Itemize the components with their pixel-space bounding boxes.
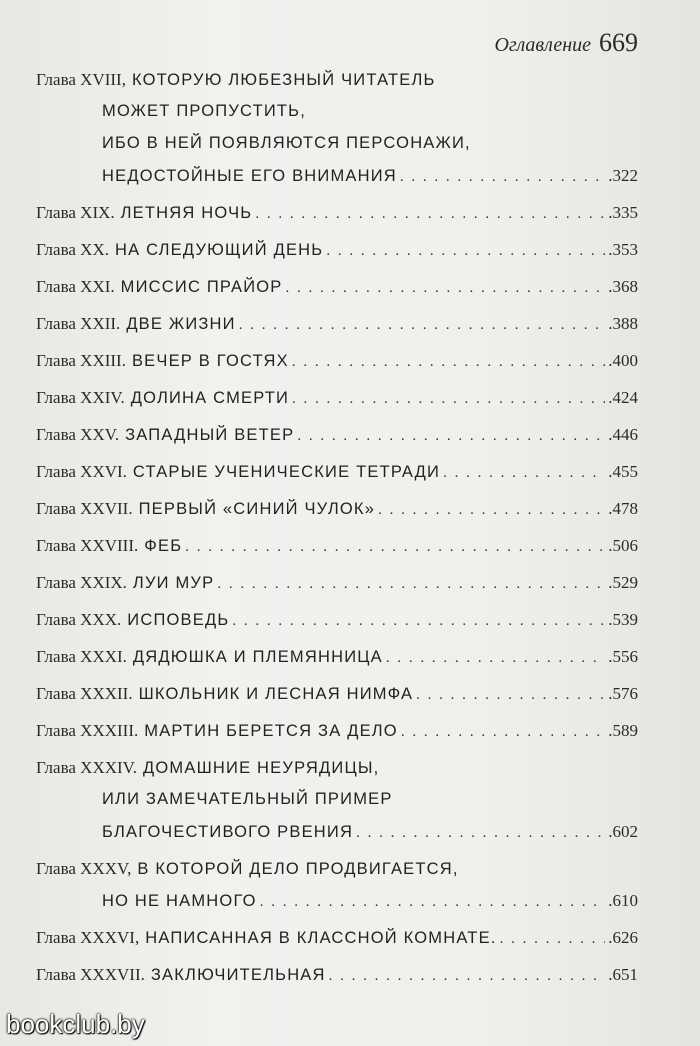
chapter-number: Глава XIX.: [36, 203, 115, 222]
chapter-title: ИЛИ ЗАМЕЧАТЕЛЬНЫЙ ПРИМЕР: [102, 790, 393, 808]
leader-dots: [386, 650, 605, 667]
chapter-page: .424: [608, 388, 638, 407]
toc-line: [36, 610, 638, 642]
toc-line: [36, 462, 638, 494]
toc-entry: [36, 859, 638, 923]
running-head-title: Оглавление: [494, 34, 591, 56]
leader-dots: [500, 931, 606, 948]
toc-line: [36, 351, 638, 383]
chapter-title: ИСПОВЕДЬ: [127, 611, 230, 629]
toc-line: [36, 70, 638, 102]
chapter-title: ФЕБ: [144, 537, 183, 555]
chapter-title: ЗАПАДНЫЙ ВЕТЕР: [125, 426, 295, 444]
chapter-page: .446: [608, 425, 638, 444]
leader-dots: [292, 354, 605, 371]
chapter-number: Глава XXXVI,: [36, 928, 140, 947]
leader-dots: [232, 613, 605, 630]
chapter-number: Глава XXII.: [36, 314, 121, 333]
chapter-title: ЛУИ МУР: [132, 574, 215, 592]
toc-entry: [36, 721, 638, 753]
leader-dots: [255, 206, 605, 223]
chapter-title: ДОМАШНИЕ НЕУРЯДИЦЫ,: [143, 759, 380, 777]
leader-dots: [443, 465, 605, 482]
chapter-title: ВЕЧЕР В ГОСТЯХ: [131, 352, 289, 370]
chapter-page: .576: [608, 684, 638, 703]
chapter-number: Глава XXXIII.: [36, 721, 139, 740]
chapter-page: .610: [608, 891, 638, 910]
watermark-text: bookclub.by: [6, 1009, 145, 1039]
chapter-number: Глава XXXVII.: [36, 965, 145, 984]
toc-line: [36, 277, 638, 309]
chapter-page: .602: [608, 822, 638, 841]
toc-line: [36, 891, 638, 923]
toc-entry: [36, 240, 638, 272]
toc-line: [36, 721, 638, 753]
toc-entry: [36, 203, 638, 235]
chapter-title: ДЯДЮШКА И ПЛЕМЯННИЦА: [132, 648, 383, 666]
leader-dots: [416, 687, 605, 704]
chapter-number: Глава XX.: [36, 240, 109, 259]
toc-entry: [36, 928, 638, 960]
chapter-number: Глава XXI.: [36, 277, 115, 296]
chapter-number: Глава XXVI.: [36, 462, 127, 481]
toc-entry: [36, 536, 638, 568]
chapter-number: Глава XVIII,: [36, 70, 126, 89]
toc-entry: [36, 70, 638, 198]
toc-entry: [36, 277, 638, 309]
toc-line: [36, 314, 638, 346]
chapter-title: НЕДОСТОЙНЫЕ ЕГО ВНИМАНИЯ: [102, 167, 397, 185]
toc-line: [36, 240, 638, 272]
leader-dots: [356, 825, 605, 842]
toc-entry: [36, 462, 638, 494]
chapter-title: БЛАГОЧЕСТИВОГО РВЕНИЯ: [102, 823, 354, 841]
toc-entry: [36, 684, 638, 716]
toc-line: [36, 425, 638, 457]
toc-line: [36, 928, 638, 960]
toc-entry: [36, 425, 638, 457]
chapter-page: .506: [608, 536, 638, 555]
chapter-page: .539: [608, 610, 638, 629]
chapter-number: Глава XXIV.: [36, 388, 125, 407]
running-head: [494, 28, 638, 58]
chapter-page: .651: [608, 965, 638, 984]
leader-dots: [292, 391, 605, 408]
chapter-page: .368: [608, 277, 638, 296]
chapter-title: ДОЛИНА СМЕРТИ: [130, 389, 290, 407]
chapter-page: .388: [608, 314, 638, 333]
chapter-number: Глава XXVIII.: [36, 536, 139, 555]
toc-line: [36, 536, 638, 568]
toc-entry: [36, 351, 638, 383]
page-number: 669: [599, 28, 638, 57]
chapter-number: Глава XXV.: [36, 425, 120, 444]
toc-line: [36, 134, 638, 166]
chapter-title: НА СЛЕДУЮЩИЙ ДЕНЬ: [114, 241, 324, 259]
chapter-title: ИБО В НЕЙ ПОЯВЛЯЮТСЯ ПЕРСОНАЖИ,: [102, 134, 471, 152]
toc-line: [36, 388, 638, 420]
chapter-page: .529: [608, 573, 638, 592]
chapter-title: СТАРЫЕ УЧЕНИЧЕСКИЕ ТЕТРАДИ: [132, 463, 441, 481]
toc-entry: [36, 610, 638, 642]
chapter-page: .455: [608, 462, 638, 481]
toc-line: [36, 166, 638, 198]
leader-dots: [326, 243, 605, 260]
leader-dots: [378, 502, 605, 519]
chapter-title: НАПИСАННАЯ В КЛАССНОЙ КОМНАТЕ.: [145, 929, 497, 947]
chapter-page: .556: [608, 647, 638, 666]
chapter-title: МИССИС ПРАЙОР: [120, 278, 283, 296]
chapter-page: .589: [608, 721, 638, 740]
leader-dots: [329, 968, 606, 985]
chapter-title: ШКОЛЬНИК И ЛЕСНАЯ НИМФА: [138, 685, 414, 703]
chapter-number: Глава XXX.: [36, 610, 122, 629]
leader-dots: [260, 894, 606, 911]
chapter-page: .322: [608, 166, 638, 185]
chapter-title: В КОТОРОЙ ДЕЛО ПРОДВИГАЕТСЯ,: [137, 860, 459, 878]
chapter-title: ПЕРВЫЙ «СИНИЙ ЧУЛОК»: [138, 500, 376, 518]
toc-entry: [36, 758, 638, 854]
toc-line: [36, 647, 638, 679]
chapter-page: .478: [608, 499, 638, 518]
toc-line: [36, 790, 638, 822]
leader-dots: [400, 169, 605, 186]
leader-dots: [401, 724, 605, 741]
chapter-number: Глава XXXII.: [36, 684, 133, 703]
toc-line: [36, 573, 638, 605]
toc-line: [36, 684, 638, 716]
chapter-title: ЗАКЛЮЧИТЕЛЬНАЯ: [150, 966, 326, 984]
chapter-number: Глава XXXI.: [36, 647, 127, 666]
leader-dots: [239, 317, 606, 334]
chapter-number: Глава XXXIV.: [36, 758, 138, 777]
toc-line: [36, 203, 638, 235]
toc-line: [36, 965, 638, 997]
chapter-title: НО НЕ НАМНОГО: [102, 892, 257, 910]
chapter-page: .353: [608, 240, 638, 259]
toc-line: [36, 758, 638, 790]
toc-entry: [36, 499, 638, 531]
toc-line: [36, 822, 638, 854]
chapter-title: ЛЕТНЯЯ НОЧЬ: [120, 204, 253, 222]
toc-line: [36, 859, 638, 891]
chapter-page: .400: [608, 351, 638, 370]
leader-dots: [217, 576, 605, 593]
chapter-title: ДВЕ ЖИЗНИ: [126, 315, 236, 333]
toc-entry: [36, 573, 638, 605]
chapter-number: Глава XXVII.: [36, 499, 133, 518]
toc-entry: [36, 314, 638, 346]
leader-dots: [297, 428, 605, 445]
chapter-page: .335: [608, 203, 638, 222]
chapter-number: Глава XXXV,: [36, 859, 132, 878]
chapter-number: Глава XXIII.: [36, 351, 126, 370]
chapter-title: МОЖЕТ ПРОПУСТИТЬ,: [102, 102, 306, 120]
toc-line: [36, 102, 638, 134]
chapter-title: КОТОРУЮ ЛЮБЕЗНЫЙ ЧИТАТЕЛЬ: [131, 71, 436, 89]
chapter-page: .626: [608, 928, 638, 947]
toc-line: [36, 499, 638, 531]
chapter-number: Глава XXIX.: [36, 573, 127, 592]
toc-entry: [36, 647, 638, 679]
leader-dots: [185, 539, 605, 556]
leader-dots: [286, 280, 606, 297]
toc-entry: [36, 388, 638, 420]
toc-entry: [36, 965, 638, 997]
chapter-title: МАРТИН БЕРЕТСЯ ЗА ДЕЛО: [144, 722, 398, 740]
